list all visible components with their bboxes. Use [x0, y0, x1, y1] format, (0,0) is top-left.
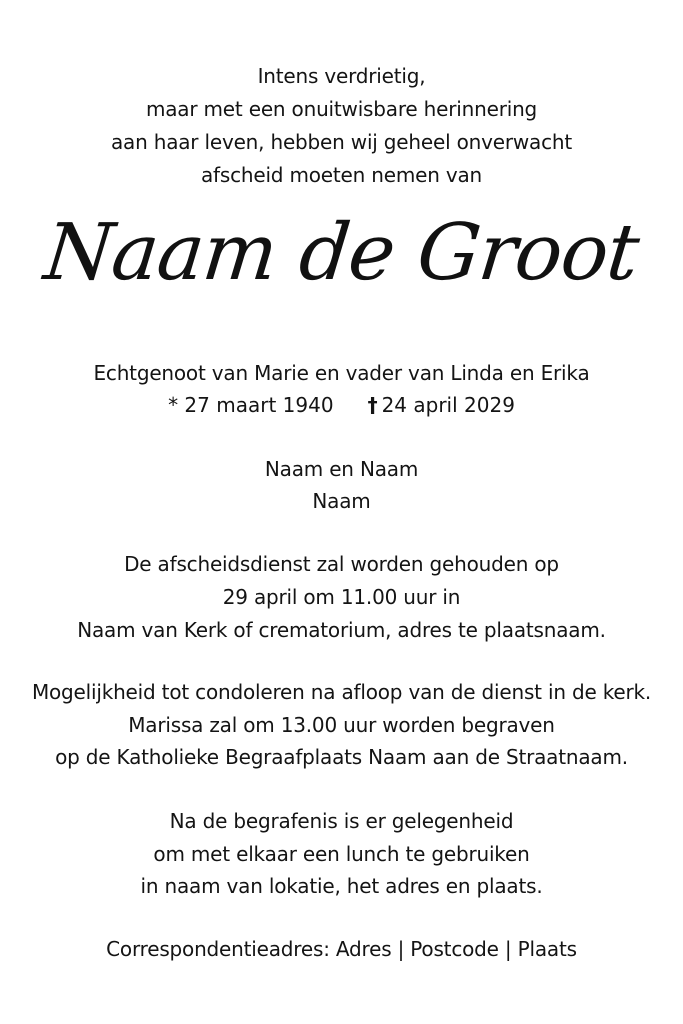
- lunch-line-3: in naam van lokatie, het adres en plaats.: [140, 874, 543, 898]
- deceased-name-block: [0, 198, 683, 318]
- condolence-line-2: Marissa zal om 13.00 uur worden begraven: [128, 713, 555, 737]
- correspondence-address: Correspondentieadres: Adres | Postcode | Plaats: [106, 937, 577, 961]
- cross-icon: †: [367, 393, 378, 417]
- family-line-1: Naam en Naam: [264, 457, 419, 481]
- service-line-3: Naam van Kerk of crematorium, adres te plaatsnaam.: [77, 618, 606, 642]
- service-line-2: 29 april om 11.00 uur in: [222, 585, 461, 609]
- lunch-line-1: Na de begrafenis is er gelegenheid: [169, 809, 514, 833]
- family-line-2: Naam: [312, 489, 371, 513]
- birth-date: * 27 maart 1940: [168, 393, 334, 417]
- intro-line-2: maar met een onuitwisbare herinnering: [145, 97, 538, 121]
- service-line-1: De afscheidsdienst zal worden gehouden op: [124, 552, 559, 576]
- condolence-line-1: Mogelijkheid tot condoleren na afloop van de dienst in de kerk.: [31, 680, 652, 704]
- intro-line-1: Intens verdrietig,: [257, 64, 426, 88]
- relation-line: Echtgenoot van Marie en vader van Linda en Erika: [93, 361, 590, 385]
- intro-line-4: afscheid moeten nemen van: [200, 163, 483, 187]
- life-dates: [0, 391, 683, 419]
- deceased-name: Naam de Groot: [40, 208, 643, 298]
- lunch-line-2: om met elkaar een lunch te gebruiken: [153, 842, 530, 866]
- intro-line-3: aan haar leven, hebben wij geheel onverwacht: [110, 130, 573, 154]
- death-date: 24 april 2029: [381, 393, 515, 417]
- condolence-line-3: op de Katholieke Begraafplaats Naam aan de Straatnaam.: [55, 745, 628, 769]
